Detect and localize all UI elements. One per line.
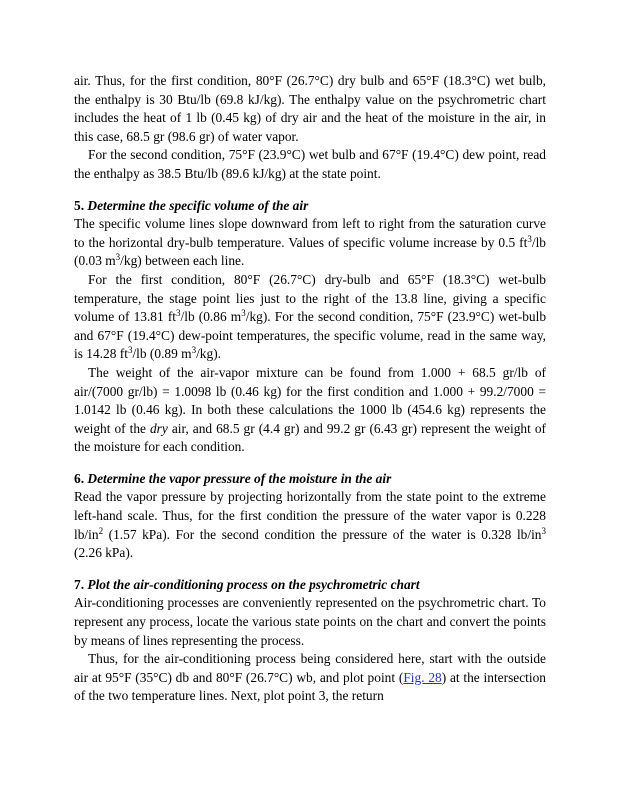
text-run: The specific volume lines slope downward from left to right from the saturation curve to the horizontal dry-bulb temperature. Values of specific volume increase by 0.5 ft: [74, 216, 546, 250]
page-content: [74, 72, 546, 706]
paragraph-process-representation: Air-conditioning processes are conveniently represented on the psychrometric chart. To represent any process, locate the various state points on the chart and convert the points by means of lines representing the process.: [74, 595, 546, 648]
text-run: The weight of the air-vapor mixture can be found from 1.000 + 68.5 gr/lb of air/(7000 gr/lb) = 1.0098 lb (0.46 kg) for the first condition and 1.000 + 99.2/7000 = 1.0142 lb (0.46 kg). In both these calculations the 1000 lb (454.6 kg) represents the weight of the: [74, 364, 546, 436]
superscript: 3: [176, 308, 181, 319]
paragraph-specific-volume-intro: [74, 215, 546, 271]
section-7-heading: [74, 576, 546, 595]
text-run: /lb (0.89 m: [132, 346, 192, 362]
section-5-number: 5.: [74, 197, 85, 213]
italic-text: dry: [149, 420, 168, 436]
paragraph-enthalpy-second: For the second condition, 75°F (23.9°C) wet bulb and 67°F (19.4°C) dew point, read the enthalpy as 38.5 Btu/lb (89.6 kJ/kg) at the state point.: [74, 147, 546, 181]
text-run: /lb (0.03 m: [74, 234, 546, 269]
superscript: 3: [527, 233, 532, 244]
text-run: /kg).: [196, 346, 221, 362]
text-run: (1.57 kPa). For the second condition the pressure of the water is 0.328 lb/in: [103, 526, 542, 542]
text-run: (2.26 kPa).: [74, 545, 134, 561]
section-6-heading: [74, 470, 546, 489]
section-6-number: 6.: [74, 470, 85, 486]
superscript: 3: [115, 252, 121, 263]
superscript: 3: [191, 345, 197, 356]
figure-28-link[interactable]: Fig. 28: [403, 669, 442, 685]
paragraph-process-plotting: [74, 650, 546, 706]
text-run: /kg). For the second condition, 75°F (23.9°C) wet-bulb and 67°F (19.4°C) dew-point temperatures, the specific volume, read in the same way, is 14.28 ft: [74, 309, 547, 362]
paragraph-vapor-pressure: [74, 488, 546, 562]
section-7-number: 7.: [74, 576, 85, 592]
section-6-title: Determine the vapor pressure of the moisture in the air: [87, 470, 392, 486]
superscript: 3: [127, 345, 133, 356]
text-run: /kg) between each line.: [120, 253, 245, 269]
section-5-heading: [74, 197, 546, 216]
text-run: Read the vapor pressure by projecting horizontally from the state point to the extreme left-hand scale. Thus, for the first condition the pressure of the water vapor is 0.228 lb/in: [74, 489, 546, 542]
superscript: 2: [98, 525, 104, 536]
section-5-title: Determine the specific volume of the air: [87, 197, 309, 213]
paragraph-specific-volume-conditions: [74, 271, 546, 364]
section-7-title: Plot the air-conditioning process on the psychrometric chart: [87, 576, 420, 592]
text-run: For the first condition, 80°F (26.7°C) dry-bulb and 65°F (18.3°C) wet-bulb temperature, the stage point lies just to the right of the 13.8 line, giving a specific volume of 13.81 ft: [74, 271, 546, 325]
superscript: 3: [541, 525, 546, 536]
paragraph-air-vapor-weight: [74, 364, 546, 457]
text-run: /lb (0.86 m: [180, 309, 242, 325]
paragraph-enthalpy-first: air. Thus, for the first condition, 80°F (26.7°C) dry bulb and 65°F (18.3°C) wet bulb, the enthalpy is 30 Btu/lb (69.8 kJ/kg). The enthalpy value on the psychrometric chart includes the heat of 1 lb (0.45 kg) of dry air and the heat of the moisture in the air, in this case, 68.5 gr (98.6 gr) of water vapor.: [74, 73, 546, 144]
text-run: air, and 68.5 gr (4.4 gr) and 99.2 gr (6.43 gr) represent the weight of the moisture for each condition.: [74, 420, 546, 455]
superscript: 3: [241, 308, 246, 319]
text-run: Thus, for the air-conditioning process being considered here, start with the outside air at 95°F (35°C) db and 80°F (26.7°C) wb, and plot point (: [74, 651, 546, 685]
text-run: ) at the intersection of the two temperature lines. Next, plot point 3, the return: [74, 669, 547, 704]
